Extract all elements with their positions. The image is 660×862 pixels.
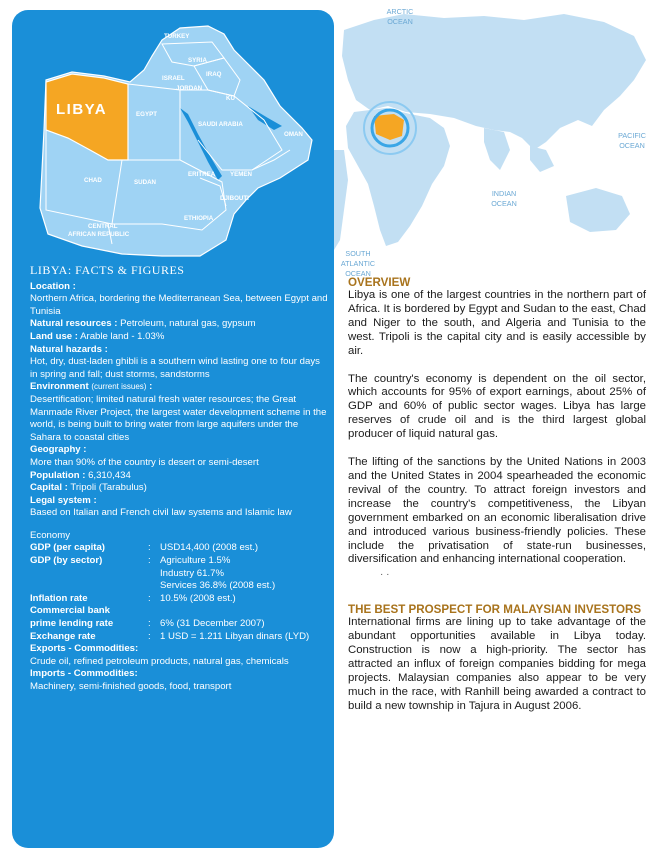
label-yemen: YEMEN — [230, 171, 253, 178]
capital-label: Capital : — [30, 482, 68, 494]
label-sudan: SUDAN — [134, 179, 157, 186]
article — [348, 276, 646, 714]
gdp-per-capita-row — [30, 542, 328, 555]
environment-sub: (current issues) — [91, 382, 147, 392]
prospect-paragraph-1: International firms are lining up to take advantage of the abundant opportunities available in Libya today. Construction is now a high-priority. The sector has attracted an influx of foreign companies bidding for mega projects. Malaysian companies also appear to be very much in the race, with Ranhill being awarded a contract to build a new township in Tajura in August 2006. — [348, 616, 646, 712]
separator-dots: · · — [380, 569, 390, 581]
label-car-1: CENTRAL — [88, 223, 118, 230]
south-atlantic-label-1: SOUTH — [345, 249, 371, 258]
environment-label: Environment — [30, 381, 89, 393]
americas-land — [334, 150, 348, 250]
gdp-pc-value: USD14,400 (2008 est.) — [160, 542, 259, 554]
hazards-label: Natural hazards : — [30, 343, 108, 355]
colon: : — [148, 555, 151, 567]
inflation-label: Inflation rate — [30, 592, 88, 604]
label-turkey: TURKEY — [164, 33, 190, 40]
arctic-label-2: OCEAN — [387, 17, 413, 26]
colon: : — [148, 592, 151, 604]
colon: : — [148, 542, 151, 554]
world-map — [334, 0, 660, 285]
prime-value: 6% (31 December 2007) — [160, 618, 265, 630]
inflation-row — [30, 593, 328, 606]
exports-value: Crude oil, refined petroleum products, natural gas, chemicals — [30, 655, 289, 667]
label-car-2: AFRICAN REPUBLIC — [68, 231, 130, 238]
label-libya: LIBYA — [56, 101, 108, 118]
facts-panel — [12, 10, 334, 848]
gdp-sector-industry: Industry 61.7% — [160, 567, 224, 579]
india-land — [484, 128, 510, 170]
location-value: Northern Africa, bordering the Mediterranean Sea, between Egypt and Tunisia — [30, 293, 328, 317]
overview-paragraph-3: The lifting of the sanctions by the United Nations in 2003 and the United States in 2004 spearheaded the economic revival of the country. To attract foreign investors and increase the country's competitiveness, the Libyan government embarked on an economic liberalisation drive and introduced various business-friendly policies. These include the privatisation of state-run businesses, diversification and enhancing international cooperation. — [348, 456, 646, 566]
pacific-label-1: PACIFIC — [618, 131, 646, 140]
overview-paragraph-2: The country's economy is dependent on the oil sector, which accounts for 95% of export earnings, about 25% of GDP and 60% of public sector wages. Libya has large reserves of crude oil and is the third largest global producer of liquid natural gas. — [348, 372, 646, 441]
commercial-row — [30, 605, 328, 618]
indian-label-2: OCEAN — [491, 199, 517, 208]
imports-value: Machinery, semi-finished goods, food, transport — [30, 681, 232, 692]
label-eritrea: ERITREA — [188, 171, 216, 178]
capital-value: Tripoli (Tarabulus) — [70, 482, 147, 494]
label-kuwait: KU — [226, 95, 235, 102]
geography-value: More than 90% of the country is desert or semi-desert — [30, 456, 259, 468]
gdp-pc-label: GDP (per capita) — [30, 542, 105, 554]
legal-value: Based on Italian and French civil law systems and Islamic law — [30, 507, 292, 519]
label-iraq: IRAQ — [206, 71, 222, 78]
facts-heading: LIBYA: FACTS & FIGURES — [30, 263, 185, 277]
legal-label: Legal system : — [30, 494, 97, 506]
geography-label: Geography : — [30, 444, 87, 456]
exchange-row — [30, 631, 328, 644]
label-ethiopia: ETHIOPIA — [184, 215, 214, 222]
exports-label: Exports - Commodities: — [30, 643, 139, 655]
label-oman: OMAN — [284, 131, 303, 138]
gdp-sector-row — [30, 555, 328, 593]
hazards-value: Hot, dry, dust-laden ghibli is a southern wind lasting one to four days in spring and fall; dust storms, sandstorms — [30, 356, 320, 380]
south-atlantic-label-2: ATLANTIC — [340, 259, 376, 268]
sea-asia-land — [530, 146, 554, 172]
south-atlantic-label-3: OCEAN — [345, 269, 371, 278]
gdp-sector-services: Services 36.8% (2008 est.) — [160, 580, 276, 592]
overview-paragraph-1: Libya is one of the largest countries in the northern part of Africa. It is bordered by Egypt and Sudan to the east, Chad and Niger to the south, and Algeria and Tunisia to the west. Tripoli is the capital city and is easily accessible by air. — [348, 289, 646, 357]
colon: : — [148, 630, 151, 642]
overview-heading: OVERVIEW — [348, 276, 411, 289]
label-djibouti: DJIBOUTI — [220, 195, 249, 202]
population-label: Population : — [30, 469, 86, 481]
label-egypt: EGYPT — [136, 111, 157, 118]
prime-label: prime lending rate — [30, 618, 114, 630]
label-syria: SYRIA — [188, 57, 207, 64]
environment-value: Desertification; limited natural fresh water resources; the Great Manmade River Project, the largest water development scheme in the world, is being built to bring water from large aquifers under the Sahara to coastal cities — [30, 393, 327, 443]
colon: : — [148, 618, 151, 630]
commercial-label: Commercial bank — [30, 605, 110, 617]
exchange-value: 1 USD = 1.211 Libyan dinars (LYD) — [160, 630, 310, 642]
facts-text — [30, 264, 328, 694]
label-chad: CHAD — [84, 177, 102, 184]
gdp-sector-label: GDP (by sector) — [30, 555, 103, 567]
arctic-label-1: ARCTIC — [386, 7, 414, 16]
landuse-value: Arable land - 1.03% — [80, 330, 165, 342]
australia-land — [566, 188, 630, 232]
economy-heading: Economy — [30, 529, 70, 541]
label-jordan: JORDAN — [176, 85, 203, 92]
location-label: Location : — [30, 280, 76, 292]
exchange-label: Exchange rate — [30, 630, 96, 642]
landuse-label: Land use : — [30, 330, 78, 342]
indian-label-1: INDIAN — [491, 189, 517, 198]
pacific-label-2: OCEAN — [619, 141, 645, 150]
gdp-sector-agriculture: Agriculture 1.5% — [160, 555, 231, 567]
environment-colon: : — [146, 381, 153, 393]
imports-label: Imports - Commodities: — [30, 668, 138, 680]
resources-label: Natural resources : — [30, 318, 118, 330]
prospect-heading: THE BEST PROSPECT FOR MALAYSIAN INVESTORS — [348, 603, 642, 617]
label-saudi: SAUDI ARABIA — [198, 121, 243, 128]
population-value: 6,310,434 — [88, 469, 131, 481]
prime-row — [30, 618, 328, 631]
label-israel: ISRAEL — [162, 75, 185, 82]
resources-value: Petroleum, natural gas, gypsum — [120, 318, 256, 330]
region-map — [12, 10, 334, 260]
inflation-value: 10.5% (2008 est.) — [160, 592, 236, 604]
